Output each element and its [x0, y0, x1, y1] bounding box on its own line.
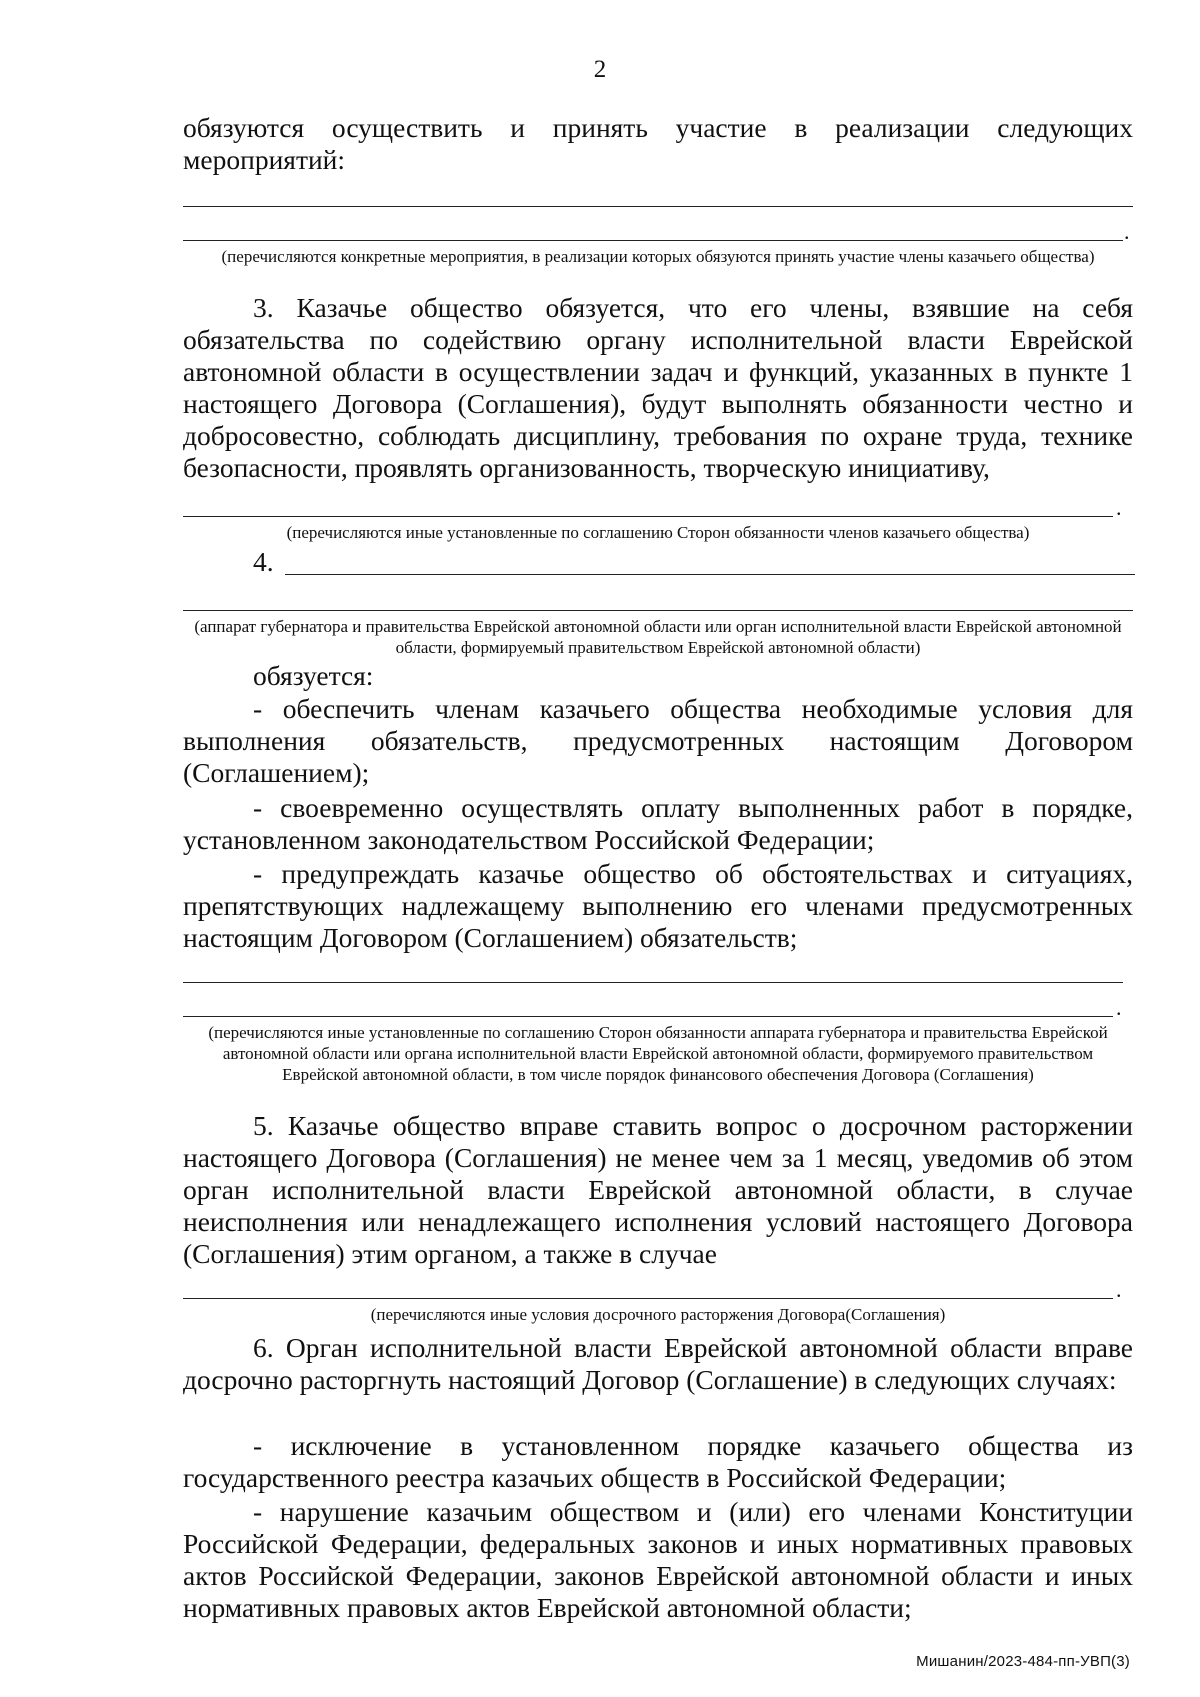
- caption-activities: (перечисляются конкретные мероприятия, в реализации которых обязуются принять участие члены казачьего общества): [221, 247, 1095, 266]
- section-4-number: 4.: [253, 546, 274, 577]
- fill-line: [183, 1298, 1113, 1299]
- section-4-item-3: - предупреждать казачье общество об обстоятельствах и ситуациях, препятствующих надлежащему выполнению его членами предусмотренных настоящим Договором (Соглашением) обязательств;: [183, 858, 1133, 953]
- section-4-item-1: - обеспечить членам казачьего общества необходимые условия для выполнения обязательств, предусмотренных настоящим Договором (Соглашением);: [183, 693, 1133, 788]
- document-reference: Мишанин/2023-484-пп-УВП(3): [916, 1653, 1130, 1670]
- fill-line: [183, 1016, 1113, 1017]
- section-4-obligates: обязуется:: [253, 660, 374, 691]
- fill-line: [183, 982, 1123, 983]
- section-4-item-2: - своевременно осуществлять оплату выполненных работ в порядке, установленном законодательством Российской Федерации;: [183, 792, 1133, 855]
- section-6-item-2: - нарушение казачьим обществом и (или) его членами Конституции Российской Федерации, федеральных законов и иных нормативных правовых актов Российской Федерации, законов Еврейской автономной области и иных нормативных правовых актов Еврейской автономной области;: [183, 1496, 1133, 1623]
- line-period: .: [1124, 219, 1130, 244]
- caption-authority: (аппарат губернатора и правительства Еврейской автономной области или орган исполнительной власти Еврейской автономной области, формируемый правительством Еврейской автономной области): [194, 617, 1122, 657]
- section-3-paragraph: 3. Казачье общество обязуется, что его члены, взявшие на себя обязательства по содействию органу исполнительной власти Еврейской автономной области в осуществлении задач и функций, указанных в пункте 1 настоящего Договора (Соглашения), будут выполнять обязанности честно и добросовестно, соблюдать дисциплину, требования по охране труда, технике безопасности, проявлять организованность, творческую инициативу,: [183, 292, 1133, 483]
- caption-termination-conditions: (перечисляются иные условия досрочного расторжения Договора(Соглашения): [370, 1305, 946, 1324]
- caption-member-duties: (перечисляются иные установленные по соглашению Сторон обязанности членов казачьего общества): [286, 523, 1030, 542]
- line-period: .: [1116, 1277, 1122, 1302]
- section-6-item-1: - исключение в установленном порядке казачьего общества из государственного реестра казачьих обществ в Российской Федерации;: [183, 1430, 1133, 1493]
- fill-line: [183, 610, 1133, 611]
- fill-line: [183, 240, 1123, 241]
- intro-paragraph: обязуются осуществить и принять участие в реализации следующих мероприятий:: [183, 112, 1133, 175]
- section-5-paragraph: 5. Казачье общество вправе ставить вопрос о досрочном расторжении настоящего Договора (Соглашения) не менее чем за 1 месяц, уведомив об этом орган исполнительной власти Еврейской автономной области, в случае неисполнения или ненадлежащего исполнения условий настоящего Договора (Соглашения) этим органом, а также в случае: [183, 1110, 1133, 1269]
- fill-line: [183, 516, 1113, 517]
- section-6-paragraph: 6. Орган исполнительной власти Еврейской автономной области вправе досрочно расторгнуть настоящий Договор (Соглашение) в следующих случаях:: [183, 1332, 1133, 1395]
- fill-line: [285, 574, 1135, 575]
- line-period: .: [1116, 495, 1122, 520]
- line-period: .: [1116, 995, 1122, 1020]
- fill-line: [183, 206, 1133, 207]
- caption-authority-duties: (перечисляются иные установленные по соглашению Сторон обязанности аппарата губернатора и правительства Еврейской автономной области или органа исполнительной власти Еврейской автономной области, формируемого правительством Еврейской автономной области, в том числе порядок финансового обеспечения Договора (Соглашения): [208, 1023, 1108, 1084]
- page-number: 2: [593, 56, 607, 83]
